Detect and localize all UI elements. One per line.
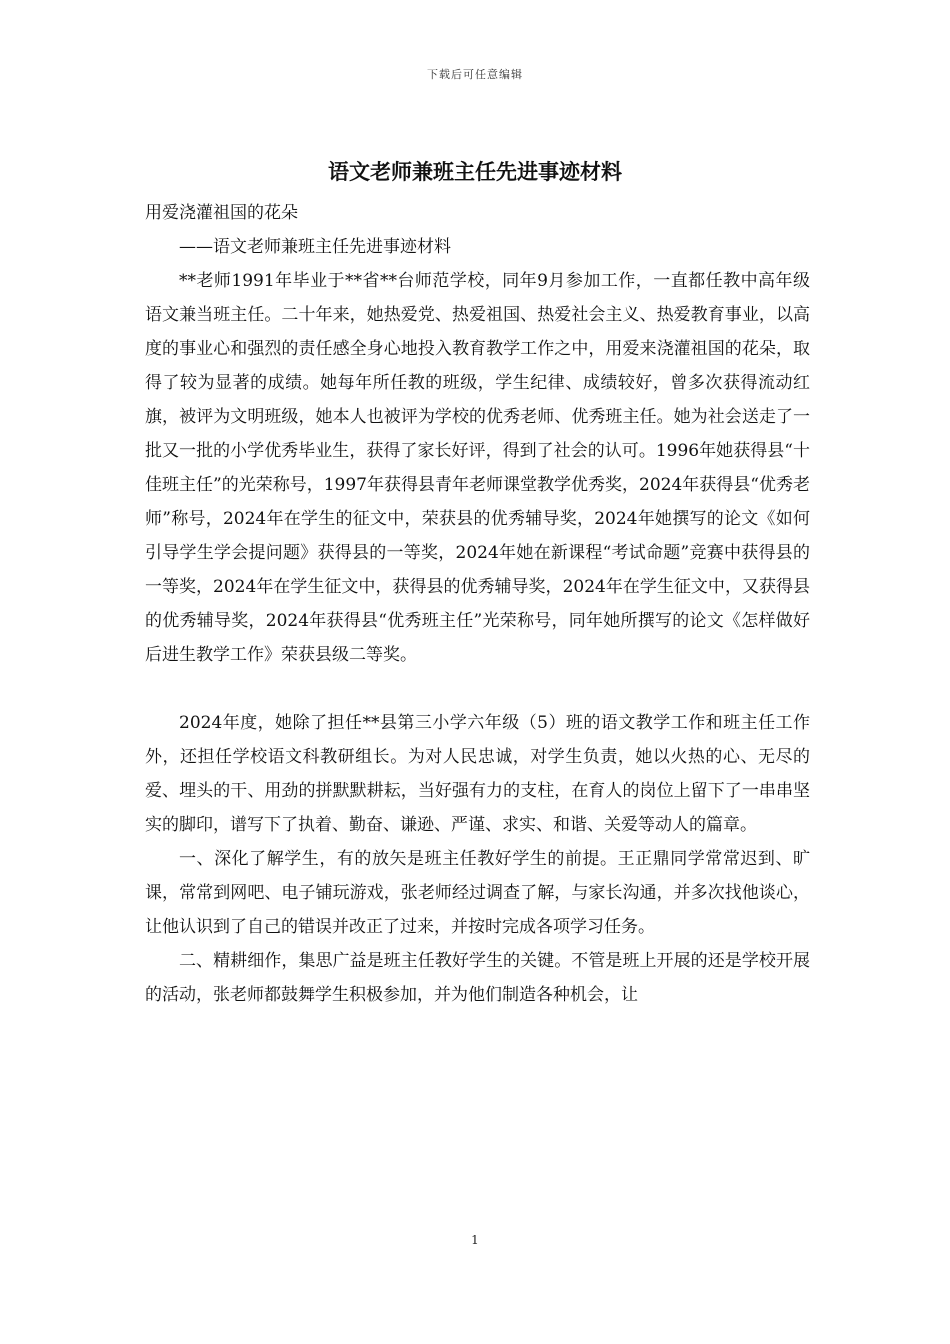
paragraph-4: 二、精耕细作，集思广益是班主任教好学生的关键。不管是班上开展的还是学校开展的活动，张老师都鼓舞学生积极参加，并为他们制造各种机会，让 [145,951,810,1005]
header-note: 下载后可任意编辑 [427,68,523,81]
document-title: 语文老师兼班主任先进事迹材料 [328,159,622,184]
paragraph-1: **老师1991年毕业于**省**台师范学校，同年9月参加工作，一直都任教中高年级语文兼当班主任。二十年来，她热爱党、热爱祖国、热爱社会主义、热爱教育事业，以高度的事业心和强烈的责任感全身心地投入教育教学工作之中，用爱来浇灌祖国的花朵，取得了较为显著的成绩。她每年所任教的班级，学生纪律、成绩较好，曾多次获得流动红旗，被评为文明班级，她本人也被评为学校的优秀老师、优秀班主任。她为社会送走了一批又一批的小学优秀毕业生，获得了家长好评，得到了社会的认可。1996年她获得县“十佳班主任”的光荣称号，1997年获得县青年老师课堂教学优秀奖，2024年获得县“优秀老师”称号，2024年在学生的征文中，荣获县的优秀辅导奖，2024年她撰写的论文《如何引导学生学会提问题》获得县的一等奖，2024年她在新课程“考试命题”竞赛中获得县的一等奖，2024年在学生征文中，获得县的优秀辅导奖，2024年在学生征文中，又获得县的优秀辅导奖，2024年获得县“优秀班主任”光荣称号，同年她所撰写的论文《怎样做好后进生教学工作》荣获县级二等奖。 [145,271,810,665]
paragraph-2: 2024年度，她除了担任**县第三小学六年级（5）班的语文教学工作和班主任工作外，还担任学校语文科教研组长。为对人民忠诚，对学生负责，她以火热的心、无尽的爱、埋头的干、用劲的拼默默耕耘，当好强有力的支柱，在育人的岗位上留下了一串串坚实的脚印，谱写下了执着、勤奋、谦逊、严谨、求实、和谐、关爱等动人的篇章。 [145,713,810,835]
paragraph-gap [145,672,810,706]
page-number: 1 [471,1233,479,1247]
subtitle-line-2: ——语文老师兼班主任先进事迹材料 [179,237,451,257]
paragraph-3: 一、深化了解学生，有的放矢是班主任教好学生的前提。王正鼎同学常常迟到、旷课，常常到网吧、电子铺玩游戏，张老师经过调查了解，与家长沟通，并多次找他谈心，让他认识到了自己的错误并改正了过来，并按时完成各项学习任务。 [145,849,810,937]
subtitle-line-1: 用爱浇灌祖国的花朵 [145,203,298,223]
document-body [145,196,810,1012]
